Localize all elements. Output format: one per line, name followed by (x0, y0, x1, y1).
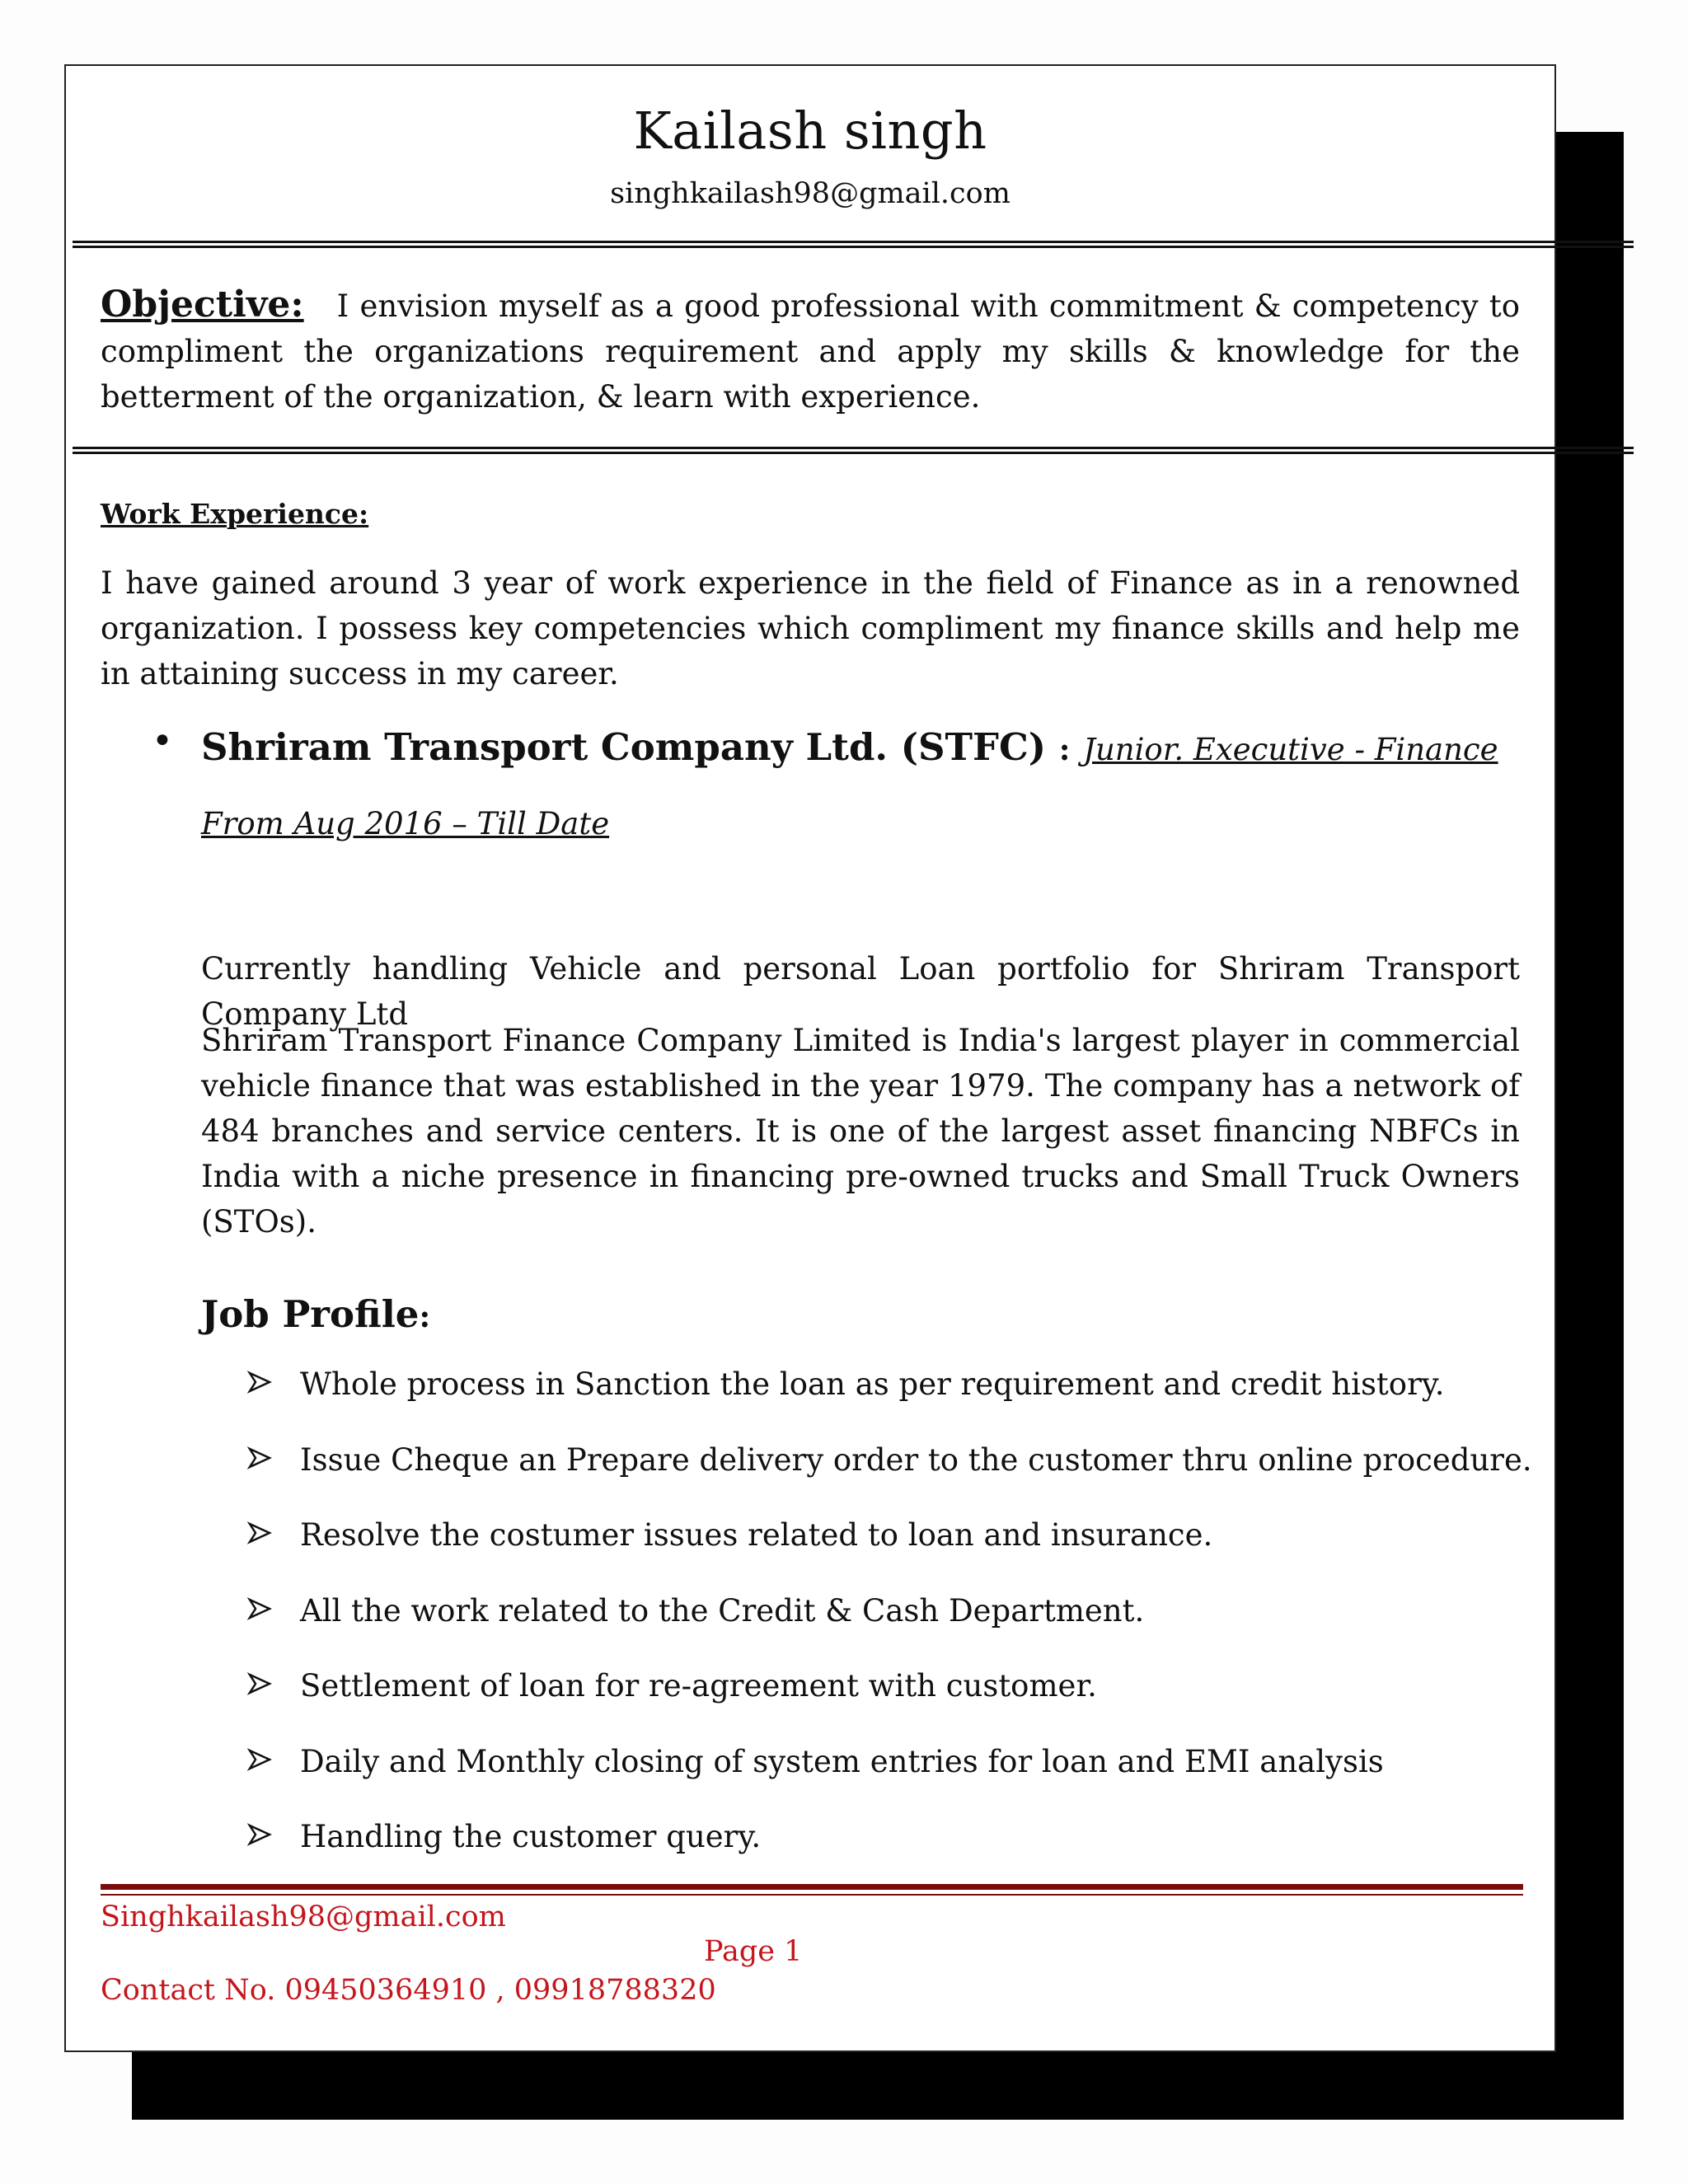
footer-contact: Contact No. 09450364910 , 09918788320 (101, 1974, 716, 2007)
list-item: Settlement of loan for re-agreement with customer. (247, 1668, 1532, 1744)
objective-text: I envision myself as a good professional with commitment & competency to compliment the organizations requirement and apply my skills & knowledge for the betterment of the organization, & learn with experience. (101, 288, 1520, 415)
arrow-bullet-icon (247, 1822, 272, 1847)
header-divider (73, 241, 1634, 248)
arrow-bullet-icon (247, 1747, 272, 1772)
job-duration: From Aug 2016 – Till Date (201, 806, 610, 841)
arrow-bullet-icon (247, 1671, 272, 1696)
objective-section (101, 282, 1520, 419)
company-name: Shriram Transport Company Ltd. (STFC) (201, 725, 1047, 769)
job-profile-title: Job Profile: (201, 1292, 431, 1336)
work-experience-text: I have gained around 3 year of work experience in the field of Finance as in a renowned organization. I possess key competencies which compliment my finance skills and help me in attaining success in my career. (101, 565, 1520, 691)
company-about-text: Shriram Transport Finance Company Limited is India's largest player in commercial vehicle finance that was established in the year 1979. The company has a network of 484 branches and service centers. It is one of the largest asset financing NBFCs in India with a niche presence in financing pre-owned trucks and Small Truck Owners (STOs). (201, 1023, 1520, 1240)
footer-email[interactable]: Singhkailash98@gmail.com (101, 1900, 506, 1933)
resume-page (64, 64, 1556, 2052)
current-role-text: Currently handling Vehicle and personal Loan portfolio for Shriram Transport Company Ltd (201, 951, 1520, 1032)
objective-label: Objective: (101, 284, 304, 326)
bullet-icon: • (152, 720, 173, 762)
objective-divider (73, 447, 1634, 454)
job-position: Junior. Executive - Finance (1083, 732, 1498, 767)
list-item: All the work related to the Credit & Cash Department. (247, 1593, 1532, 1669)
list-item: Issue Cheque an Prepare delivery order to the customer thru online procedure. (247, 1442, 1532, 1518)
list-item: Whole process in Sanction the loan as per requirement and credit history. (247, 1366, 1532, 1442)
candidate-name: Kailash singh (633, 101, 987, 161)
arrow-bullet-icon (247, 1370, 272, 1394)
company-separator: : (1058, 731, 1071, 767)
job-profile-list (247, 1366, 1532, 1895)
arrow-bullet-icon (247, 1596, 272, 1621)
page-number: Page 1 (704, 1935, 803, 1968)
work-experience-label: Work Experience: (101, 498, 369, 530)
company-entry (201, 725, 1498, 769)
arrow-bullet-icon (247, 1521, 272, 1545)
list-item: Resolve the costumer issues related to loan and insurance. (247, 1517, 1532, 1593)
arrow-bullet-icon (247, 1446, 272, 1470)
list-item: Handling the customer query. (247, 1819, 1532, 1895)
list-item: Daily and Monthly closing of system entries for loan and EMI analysis (247, 1744, 1532, 1820)
footer-divider (101, 1884, 1523, 1896)
header-email[interactable]: singhkailash98@gmail.com (610, 177, 1010, 210)
